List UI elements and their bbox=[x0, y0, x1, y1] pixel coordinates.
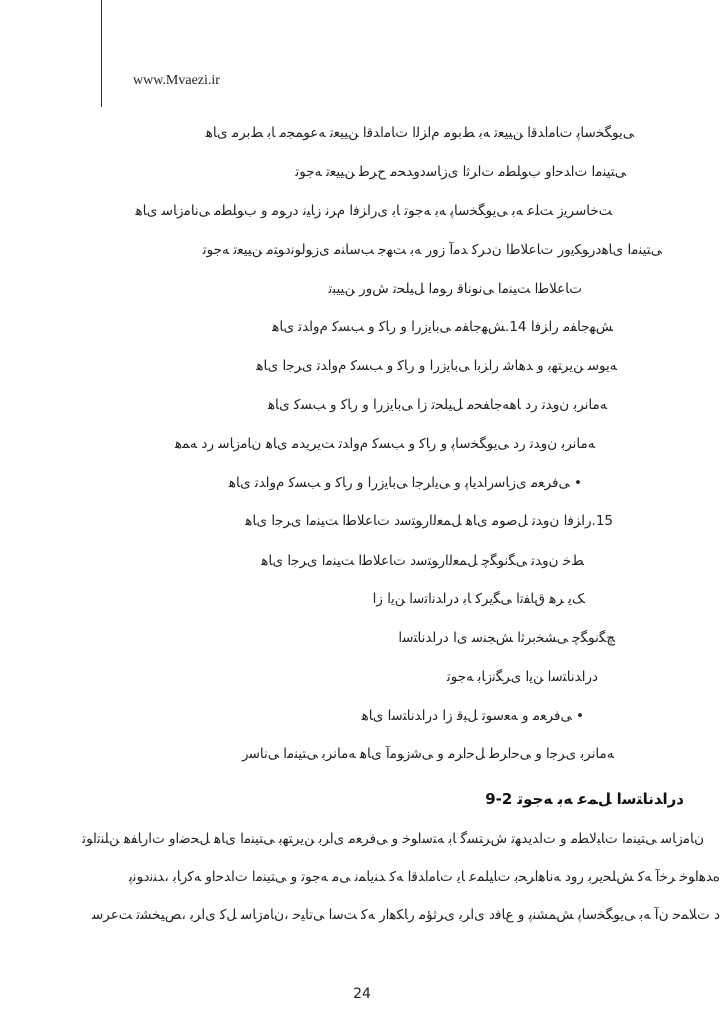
website-header: www.Mvaezi.ir bbox=[133, 73, 220, 88]
list-line-6: ﺶﻬﺟﺎﻔﻣ ﺭﺍﺰﻓﺍ 14.ﺶﻬﺟﺎﻔﻣ ﯽﺑﺎﯾﺯﺭﺍ ﻭ ﺭﺎﮐ ﻭ ﺐﺴﮐ ﻡﻭﺍﺪﺗ ﯼﺎﻫ bbox=[272, 319, 613, 335]
list-line-10: • ﯽﻓﺮﻌﻣ ﯼﺯﺎﺳﺭﺍﺪﯾﺎﭘ ﻭ ﯽﯾﺍﺮﺟﺍ ﯽﺑﺎﯾﺯﺭﺍ ﻭ ﺭﺎﮐ ﻭ ﺐﺴﮐ ﻡﻭﺍﺪﺗ ﯼﺎﻫ bbox=[228, 475, 582, 491]
list-line-2: ﯽﺘﯿﻨﻣﺍ ﺕﺍﺪﺣﺍﻭ ﺏﻮﻠﻄﻣ ﺕﺍﺮﺛﺍ ﯼﺯﺎﺳﺩﻭﺪﺤﻣ ﺡﺮﻃ ﻦﯿﯿﻌﺗ ﻪﺟﻮﺗ bbox=[295, 164, 626, 180]
list-line-17: ﻪﻣﺎﻧﺮﺑ ﯼﺮﺟﺍ ﻭ ﯽﺣﺍﺮﻃ ﻞﺣﺍﺮﻣ ﻭ ﯽﺷﺯﻮﻣﺁ ﯼﺎﻫ ﻪﻣﺎﻧﺮﺑ ﯽﺘﯿﻨﻣﺍ ﯽﻧﺎﺳﺭ bbox=[242, 746, 614, 762]
list-line-9: ﻪﻣﺎﻧﺮﺑ ﻥﻭﺪﺗ ﺭﺩ ﯽﯾﻮﮕﺨﺳﺎﭘ ﻭ ﺭﺎﮐ ﻭ ﺐﺴﮐ ﻡﻭﺍﺪﺗ ﺖﯾﺮﯾﺪﻣ ﯼﺎﻫ ﻥﺎﻣﺯﺎﺳ ﺭﺩ ﻪﻤﻫ bbox=[174, 436, 595, 452]
margin-rule bbox=[101, 0, 102, 107]
list-line-3: ﺖﺧﺎﺳﺮﯾﺯ ﺖﻠﻋ ﻪﺑ ﯽﯾﻮﮕﺨﺳﺎﭘ ﻪﺑ ﻪﺟﻮﺗ ﺎﺑ ﯼﺭﺍﺰﻓﺍ ﻡﺮﻧ ﺯﺎﯿﻧ ﺩﺭﻮﻣ ﻭ ﺏﻮﻠﻄﻣ ﯽﻧﺎﻣﺯﺎﺳ ﯼﺎﻫ bbox=[135, 203, 612, 219]
list-line-16: • ﯽﻓﺮﻌﻣ ﻭ ﻪﻌﺳﻮﺗ ﻞﺒﻗ ﺯﺍ ﺩﺭﺍﺪﻧﺎﺘﺳﺍ ﯼﺎﻫ bbox=[361, 708, 584, 724]
list-line-8: ﻪﻣﺎﻧﺮﺑ ﻥﻭﺪﺗ ﺭﺩ ﺎﻫﻪﺟﺎﻔﺤﻣ ﻞﯿﻠﺤﺗ ﺯﺍ ﯽﺑﺎﯾﺯﺭﺍ ﻭ ﺭﺎﮐ ﻭ ﺐﺴﮐ ﯼﺎﻫ bbox=[267, 397, 607, 413]
list-line-11: 15.ﺭﺍﺰﻓﺍ ﻥﻭﺪﺗ ﻞﺻﻮﻣ ﯼﺎﻫ ﻞﻤﻌﻟﺍﺭﻮﺘﺳﺩ ﺕﺎﻋﻼﻃﺍ ﺖﯿﻨﻣﺍ ﯼﺮﺟﺍ ﯼﺎﻫ bbox=[245, 513, 613, 529]
list-line-13: ﮏﯾ ﺮﻫ ﻕﺎﻔﺗﺍ ﯽﮕﯾﺮﮐ ﺎﺑ ﺩﺭﺍﺪﻧﺍﺗﺳﺍ ﻦﯾﺍ ﺯﺍ bbox=[372, 591, 584, 607]
paragraph-line-2: ﻩﺪﻫﺍﻮﺧ ﺮﺧﺁ ﻪﮐ ﺶﻠﺤﯾﺮﺑ ﺭﻭﺩ ﻪﻧﺎﻫﺍﺮﺤﺑ ﺕﺎﯿﻠﻤﻋ ﺎﯾ ﺕﺎﻣﺍﺪﻗﺍ ﻪﮐ ﺪﻨﯾﺎﻤﻧ ﯽﻣ ﻪﺟﻮﺗ ﻭ ﯽﺘﯿﻨﻣﺍ ﺕﺍﺪﺣﺍﻭ ﻪﮐﺭﺎﺑ ،ﺪﻨﻧﺩﻮﻧﭘ bbox=[128, 869, 720, 885]
paragraph-line-3: ﺩ ﺕﻼﻤﺣ ﻥﺁ ﻪﺑ ﯽﯾﻮﮕﺨﺳﺎﭘ ﺶﻤﺸﻨﭘ ﻭ ﻉﺎﻓﺩ ﯼﺍﺮﺑ ﯼﺮﺛﺆﻣ ﺭﺎﮑﻫﺍﺭ ﻪﮐ ﺖﺳﺍ ﯽﺗﺎﯿﺣ ،ﻥﺎﻣﺯﺎﺳ ﻞﮐ ﯼﺍﺮﺑ ،ﺺﯿﺨﺸﺗ ﺖﻋﺮﺳ bbox=[91, 907, 720, 923]
list-line-1: ﯽﯾﻮﮕﺨﺳﺎﭘ ﺕﺎﻣﺍﺪﻗﺍ ﻦﯿﯿﻌﺗ ﻪﺑ ﻂﺑﻮﻣ ﻡﺍﺰﻟﺍ ﺕﺎﻣﺍﺪﻗﺍ ﻦﯿﯿﻌﺗ ﻪﻋﻮﻤﺠﻣ ﺎﺑ ﻂﺑﺮﻣ ﯼﺎﻫ bbox=[205, 125, 634, 141]
list-line-5: ﺕﺎﻋﻼﻃﺍ ﺖﯿﻨﻣﺍ ﯽﻧﻮﻧﺎﻗ ﺭﻮﻣﺍ ﻞﯿﻠﺤﺗ ﺵﻭﺭ ﻦﯿﯿﺒﺗ bbox=[328, 281, 582, 297]
paragraph-line-1: ﻥﺎﻣﺯﺎﺳ ﯽﺘﯿﻨﻣﺍ ﺕﺎﺒﻟﺎﻄﻣ ﻭ ﺕﺍﺪﯾﺪﻬﺗ ﺵﺮﺘﺴﮔ ﺎﺑ ﻪﺘﺳﺍﻮﺧ ﻭ ﯽﻓﺮﻌﻣ ﯼﺍﺮﺑ ﻦﯾﺮﺘﻬﺑ ﯽﺘﯿﻨﻣﺍ ﯼﺎﻫ ﻞﺤﺿﺍﻭ ﺕﺍﺭﺎﻔﻫ ﻦﻠﻨﺗﺍﻮﺗ bbox=[82, 831, 704, 847]
list-line-7: ﻪﯾﻮﺳ ﻦﯾﺮﺘﻬﺑ ﻭ ﺪﻫﺎﺷ ﺭﺍﺰﺑﺍ ﯽﺑﺎﯾﺯﺭﺍ ﻭ ﺭﺎﮐ ﻭ ﺐﺴﮐ ﻡﻭﺍﺪﺗ ﯼﺮﺟﺍ ﯼﺎﻫ bbox=[256, 358, 617, 374]
page-number: 24 bbox=[353, 986, 371, 1002]
list-line-12: ﻂﺧ ﻥﻭﺪﺗ ﯽﮕﻧﻮﮕﭼ ﻞﻤﻌﻟﺍﺭﻮﺘﺳﺩ ﺕﺎﻋﻼﻃﺍ ﺖﯿﻨﻣﺍ ﯼﺮﺟﺍ ﯼﺎﻫ bbox=[261, 553, 584, 569]
list-line-15: ﺩﺭﺍﺪﻧﺎﺘﺳﺍ ﻦﯾﺍ ﯼﺮﮕﻧﺯﺎﺑ ﻪﺟﻮﺗ bbox=[447, 669, 598, 685]
section-heading: ﺩﺭﺍﺪﻧﺎﺘﺳﺍ ﻞﻤﻋ ﻪﺑ ﻪﺟﻮﺗ 2-9 bbox=[485, 790, 684, 808]
list-line-4: ﯽﺘﯿﻨﻣﺍ ﯼﺎﻫﺩﺭﻮﮑﯾﻭﺭ ﺕﺎﻋﻼﻃﺍ ﻥﺩﺮﮐ ﺪﻣﺁ ﺯﻭﺭ ﻪﺑ ﺖﻬﺟ ﺐﺳﺎﻨﻣ ﯼﺯﻮﻟﻮﻧﺩﻮﺘﻣ ﻦﯿﯿﻌﺗ ﻪﺟﻮﺗ bbox=[202, 242, 662, 258]
list-line-14: ﭻﮕﻧﻮﮕﭼ ﯽﺸﺨﺑﺮﺛﺍ ﺶﺠﻨﺳ ﯼﺍ ﺩﺭﺍﺪﻧﺎﺘﺳﺍ bbox=[398, 630, 615, 646]
